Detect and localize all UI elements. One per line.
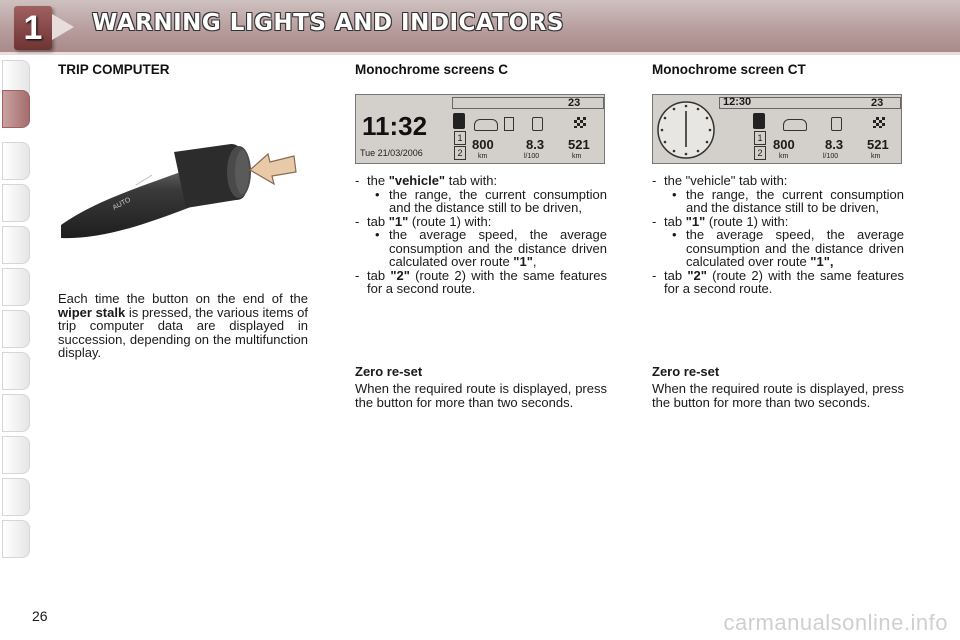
screen-ct-heading: Monochrome screen CT (652, 62, 806, 77)
list-bold: "2" (390, 267, 410, 283)
list-subitem (355, 228, 607, 269)
chapter-tab[interactable] (2, 268, 30, 306)
list-item (652, 269, 904, 296)
zero-reset-heading: Zero re-set (355, 364, 423, 379)
list-item (652, 174, 904, 188)
fuel-can-icon (532, 117, 543, 131)
screen-ct-tab-list (652, 174, 904, 296)
header-divider (0, 52, 960, 55)
bullet-marker: • (672, 227, 677, 242)
analog-clock-icon (655, 99, 717, 161)
consumption-value: 8.3 (825, 137, 844, 152)
list-text: the "vehicle" tab with: (664, 173, 788, 188)
route-tab-1: 1 (454, 131, 466, 145)
vehicle-tab-icon (453, 113, 465, 129)
list-text: the average speed, the average consumption and the distance driven calculated over route (686, 227, 904, 269)
chapter-tab[interactable] (2, 436, 30, 474)
footer-watermark[interactable]: carmanualsonline.info (723, 610, 948, 635)
zero-reset-heading: Zero re-set (652, 364, 720, 379)
distance-unit: km (871, 153, 881, 160)
page-title: WARNING LIGHTS AND INDICATORS (92, 10, 564, 36)
list-subitem (652, 188, 904, 215)
list-subitem (652, 228, 904, 269)
dash-marker: - (652, 173, 657, 188)
fuel-pump-icon (504, 117, 514, 131)
list-text: , (532, 254, 537, 269)
list-text: the (367, 173, 389, 188)
trip-computer-heading: TRIP COMPUTER (58, 62, 170, 77)
finish-flag-icon (873, 117, 885, 128)
display-top-bar (452, 97, 604, 109)
chapter-badge (14, 6, 52, 50)
list-bold: "2" (687, 267, 707, 283)
distance-unit: km (572, 153, 582, 160)
list-text: the range, the current consumption and the distance still to be driven, (686, 186, 904, 215)
screen-c-tab-list (355, 174, 607, 296)
route-tab-1: 1 (754, 131, 766, 145)
bullet-marker: • (375, 186, 380, 202)
list-bold: "1", (810, 254, 834, 269)
dash-marker: - (355, 173, 360, 188)
consumption-unit: l/100 (823, 153, 839, 160)
range-unit: km (478, 153, 488, 160)
bullet-marker: • (672, 186, 677, 202)
screen-c-display (355, 94, 605, 164)
display-temperature: 23 (568, 97, 581, 109)
chapter-tab[interactable] (2, 142, 30, 180)
fuel-can-icon (831, 117, 842, 131)
list-item (355, 174, 607, 188)
list-text: (route 1) with: (705, 213, 789, 229)
page-number: 26 (32, 608, 48, 624)
chapter-tabs (0, 60, 34, 580)
description-text: is pressed, the various items of trip computer data are displayed in succession, depending on the multifunction display. (58, 304, 309, 360)
distance-value: 521 (867, 137, 889, 152)
car-icon (474, 119, 498, 131)
list-text: the average speed, the average consumption and the distance driven calculated over route (389, 227, 607, 269)
chapter-tab[interactable] (2, 310, 30, 348)
range-unit: km (779, 153, 789, 160)
chapter-tab[interactable] (2, 184, 30, 222)
list-text: (route 1) with: (408, 213, 492, 229)
vehicle-tab-icon (753, 113, 765, 129)
finish-flag-icon (574, 117, 586, 128)
list-text: tab (664, 213, 686, 229)
dash-marker: - (355, 213, 360, 229)
svg-text:AUTO: AUTO (111, 196, 133, 212)
dash-marker: - (355, 267, 360, 283)
distance-value: 521 (568, 137, 590, 152)
range-value: 800 (472, 137, 494, 152)
display-clock: 12:30 (723, 96, 752, 108)
list-item (652, 215, 904, 229)
range-value: 800 (773, 137, 795, 152)
zero-reset-text: When the required route is displayed, press the button for more than two seconds. (652, 381, 904, 410)
description-text: Each time the button on the end of the (58, 291, 308, 306)
list-item (355, 269, 607, 296)
description-bold: wiper stalk (58, 304, 126, 320)
list-text: (route 2) with the same features for a second route. (367, 267, 607, 296)
chapter-tab[interactable] (2, 394, 30, 432)
chapter-tab[interactable] (2, 352, 30, 390)
list-text: tab (664, 267, 688, 283)
display-temperature: 23 (871, 97, 884, 109)
screen-ct-display (652, 94, 902, 164)
bullet-marker: • (375, 227, 380, 242)
screen-c-heading: Monochrome screens C (355, 62, 509, 77)
consumption-value: 8.3 (526, 137, 545, 152)
list-bold: "1" (388, 213, 409, 229)
zero-reset-text: When the required route is displayed, press the button for more than two seconds. (355, 381, 607, 410)
chapter-tab-active[interactable] (2, 90, 30, 128)
list-text: tab (367, 267, 391, 283)
list-bold: "vehicle" (388, 173, 446, 188)
list-bold: "1" (685, 213, 706, 229)
list-item (355, 215, 607, 229)
dash-marker: - (652, 213, 657, 229)
trip-computer-description (58, 292, 308, 360)
press-arrow-icon (248, 146, 300, 188)
chapter-tab[interactable] (2, 520, 30, 558)
route-tab-2: 2 (754, 146, 766, 160)
list-text: tab with: (445, 173, 498, 188)
list-text: tab (367, 213, 389, 229)
dash-marker: - (652, 267, 657, 283)
list-text: (route 2) with the same features for a second route. (664, 267, 904, 296)
display-clock: 11:32 (362, 111, 428, 141)
consumption-unit: l/100 (524, 153, 540, 160)
car-icon (783, 119, 807, 131)
chapter-tab[interactable] (2, 226, 30, 264)
display-date: Tue 21/03/2006 (360, 148, 423, 158)
list-subitem (355, 188, 607, 215)
list-bold: "1" (513, 254, 533, 269)
chapter-tab[interactable] (2, 478, 30, 516)
route-tab-2: 2 (454, 146, 466, 160)
list-text: the range, the current consumption and the distance still to be driven, (389, 186, 607, 215)
chapter-number: 1 (23, 9, 43, 47)
